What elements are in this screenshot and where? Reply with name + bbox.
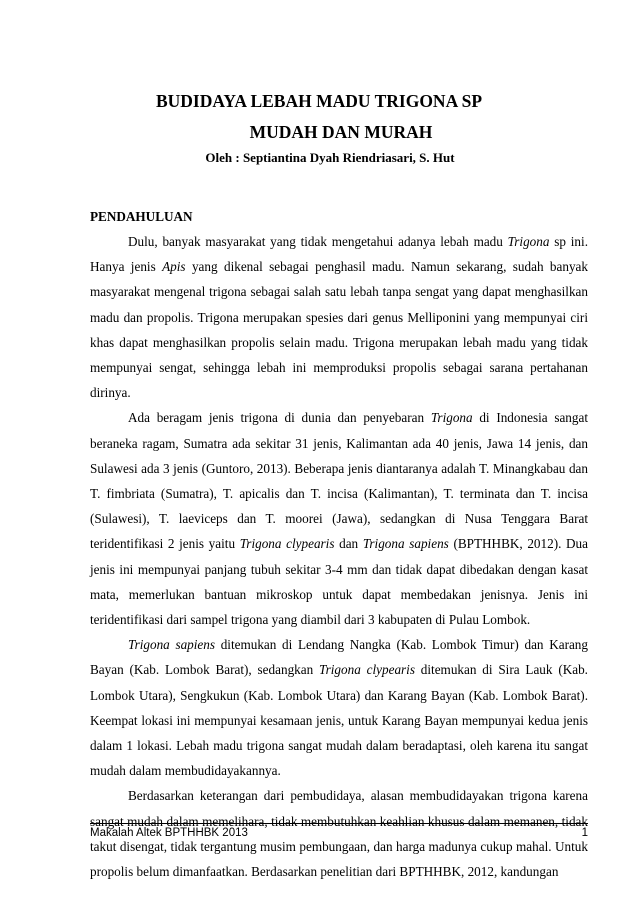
paragraph-text: yang dikenal sebagai penghasil madu. Namun sekarang, sudah banyak masyarakat mengenal trigona sebagai salah satu lebah tanpa sengat yang dapat menghasilkan madu dan propolis. Trigona merupakan spesies dari genus Melliponini yang mempunyai ciri khas dapat menghasilkan propolis selain madu. Trigona merupakan lebah madu yang tidak mempunyai sengat, sehingga lebah ini memproduksi propolis sebagai sarana pertahanan dirinya. <box>90 259 589 401</box>
italic-term: Trigona sapiens <box>128 637 216 653</box>
paragraph-list <box>90 229 588 884</box>
page-footer <box>90 823 588 839</box>
paragraph-text: dan <box>334 536 363 552</box>
italic-term: Trigona <box>430 410 473 426</box>
section-heading: PENDAHULUAN <box>90 209 193 224</box>
page-number: 1 <box>581 827 588 839</box>
body-paragraph <box>90 632 588 783</box>
italic-term: Trigona clypearis <box>319 662 415 678</box>
paragraph-text: sp ini. Hanya jenis <box>90 234 588 275</box>
paragraph-text: di Indonesia sangat beraneka ragam, Sumatra ada sekitar 31 jenis, Kalimantan ada 40 jenis, Jawa 14 jenis, dan Sulawesi ada 3 jenis (Guntoro, 2013). Beberapa jenis diantaranya adalah T. Minangkabau dan T. fimbriata (Sumatra), T. apicalis dan T. incisa (Kalimantan), T. terminata dan T. incisa (Sulawesi), T. laeviceps dan T. moorei (Jawa), sedangkan di Nusa Tenggara Barat teridentifikasi 2 jenis yaitu <box>90 410 589 552</box>
italic-term: Trigona <box>507 234 550 249</box>
paragraph-text: ditemukan di Lendang Nangka (Kab. Lombok Timur) dan Karang Bayan (Kab. Lombok Barat), sedangkan <box>90 637 588 678</box>
body-paragraph <box>90 405 588 632</box>
paragraph-text: (BPTHHBK, 2012). Dua jenis ini mempunyai panjang tubuh sekitar 3-4 mm dan tidak dapat dibedakan dengan kasat mata, memerlukan bantuan mikroskop untuk dapat membedakan jenisnya. Jenis ini teridentifikasi dari sampel trigona yang diambil dari 3 kabupaten di Pulau Lombok. <box>90 536 589 628</box>
italic-term: Trigona sapiens <box>362 536 449 552</box>
paragraph-text: ditemukan di Sira Lauk (Kab. Lombok Utara), Sengkukun (Kab. Lombok Utara) dan Karang Bayan (Kab. Lombok Barat). Keempat lokasi ini mempunyai kesamaan jenis, untuk Karang Bayan mempunyai kedua jenis dalam 1 lokasi. Lebah madu trigona sangat mudah dalam beradaptasi, oleh karena itu sangat mudah dalam membudidayakannya. <box>90 662 588 779</box>
paragraph-text: Ada beragam jenis trigona di dunia dan penyebaran <box>128 410 431 426</box>
paragraph-text: Dulu, banyak masyarakat yang tidak mengetahui adanya lebah madu <box>128 234 508 249</box>
document-body <box>90 204 588 884</box>
document-title-line-2: MUDAH DAN MURAH <box>249 122 433 142</box>
italic-term: Apis <box>162 259 186 275</box>
italic-term: Trigona clypearis <box>239 536 335 552</box>
footer-label: Makalah Altek BPTHHBK 2013 <box>90 827 248 839</box>
body-paragraph <box>90 229 588 405</box>
document-title-line-1: BUDIDAYA LEBAH MADU TRIGONA SP <box>155 91 483 111</box>
paragraph-text: Berdasarkan keterangan dari pembudidaya, alasan membudidayakan trigona karena sangat mudah dalam memelihara, tidak membutuhkan keahlian khusus dalam memanen, tidak takut disengat, tidak tergantung musim pembungaan, dan harga madunya cukup mahal. Untuk propolis belum dimanfaatkan. Berdasarkan penelitian dari BPTHHBK, 2012, kandungan <box>90 788 588 880</box>
author-byline: Oleh : Septiantina Dyah Riendriasari, S. Hut <box>205 150 455 165</box>
